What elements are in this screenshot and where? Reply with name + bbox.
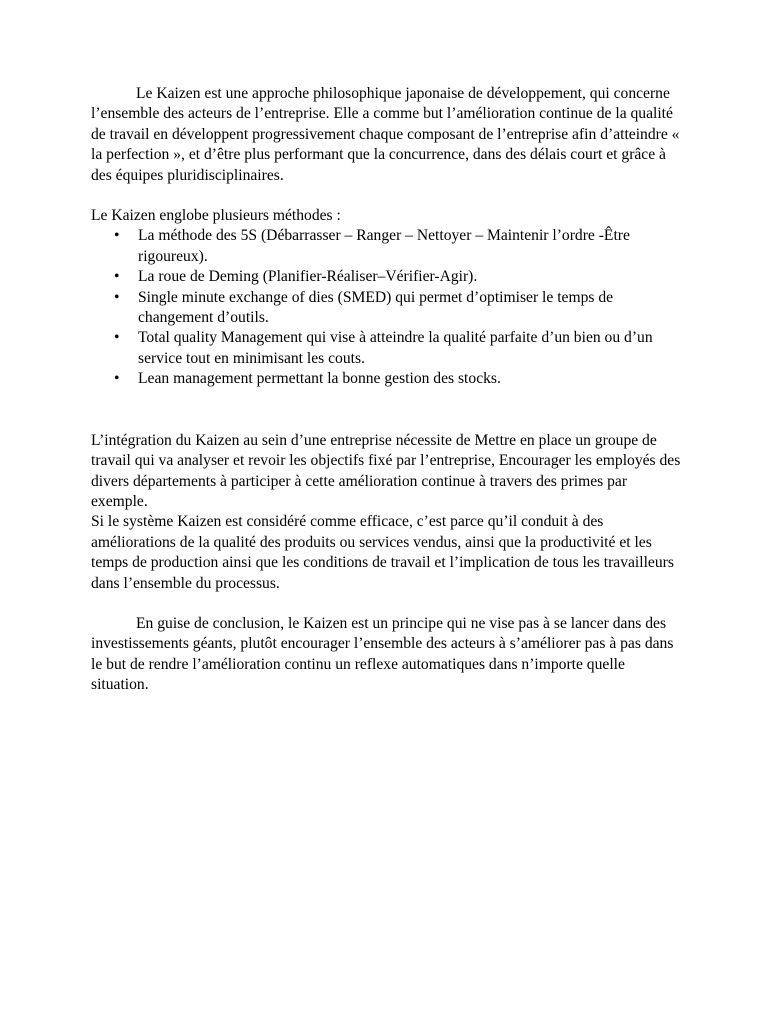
paragraph-spacer bbox=[91, 594, 681, 614]
bullet-icon: • bbox=[114, 370, 120, 388]
conclusion-paragraph: En guise de conclusion, le Kaizen est un principe qui ne vise pas à se lancer dans des investissements géants, plutôt encourager l’ensemble des acteurs à s’améliorer pas à pas dans le but de rendre l’amélioration continu un reflexe automatiques dans n’importe quelle situation. bbox=[91, 614, 674, 694]
list-item bbox=[91, 288, 681, 329]
bullet-icon: • bbox=[114, 288, 120, 306]
list-item bbox=[91, 267, 681, 287]
bullet-icon: • bbox=[114, 268, 120, 286]
list-item bbox=[91, 226, 681, 267]
methods-list bbox=[91, 226, 681, 389]
list-item bbox=[91, 328, 681, 369]
bullet-icon: • bbox=[114, 227, 120, 245]
list-item-text: Total quality Management qui vise à atteindre la qualité parfaite d’un bien ou d’un service tout en minimisant les couts. bbox=[138, 329, 653, 367]
list-item-text: Single minute exchange of dies (SMED) qui permet d’optimiser le temps de changement d’outils. bbox=[138, 288, 614, 327]
integration-paragraph: L’intégration du Kaizen au sein d’une entreprise nécessite de Mettre en place un groupe de travail qui va analyser et revoir les objectifs fixé par l’entreprise, Encourager les employés des divers départements à participer à cette amélioration continue à travers des primes par exemple. bbox=[91, 431, 681, 510]
bullet-icon: • bbox=[114, 329, 120, 347]
list-item-text: Lean management permettant la bonne gestion des stocks. bbox=[138, 370, 501, 388]
list-item-text: La roue de Deming (Planifier-Réaliser–Vérifier-Agir). bbox=[138, 268, 478, 286]
document-body bbox=[91, 84, 681, 696]
list-item bbox=[91, 369, 681, 389]
paragraph-spacer bbox=[91, 186, 681, 206]
paragraph-spacer bbox=[91, 390, 681, 431]
efficacy-paragraph: Si le système Kaizen est considéré comme efficace, c’est parce qu’il conduit à des améliorations de la qualité des produits ou services vendus, ainsi que la productivité et les temps de production ainsi que les conditions de travail et l’implication de tous les travailleurs dans l’ensemble du processus. bbox=[91, 513, 674, 592]
list-item-text: La méthode des 5S (Débarrasser – Ranger – Nettoyer – Maintenir l’ordre -Être rigoureux). bbox=[138, 227, 630, 265]
methods-heading: Le Kaizen englobe plusieurs méthodes : bbox=[91, 207, 341, 225]
intro-paragraph: Le Kaizen est une approche philosophique japonaise de développement, qui concerne l’ensemble des acteurs de l’entreprise. Elle a comme but l’amélioration continue de la qualité de travail en développent progressivement chaque composant de l’entreprise afin d’atteindre « la perfection », et d’être plus performant que la concurrence, dans des délais court et grâce à des équipes pluridisciplinaires. bbox=[91, 85, 680, 184]
